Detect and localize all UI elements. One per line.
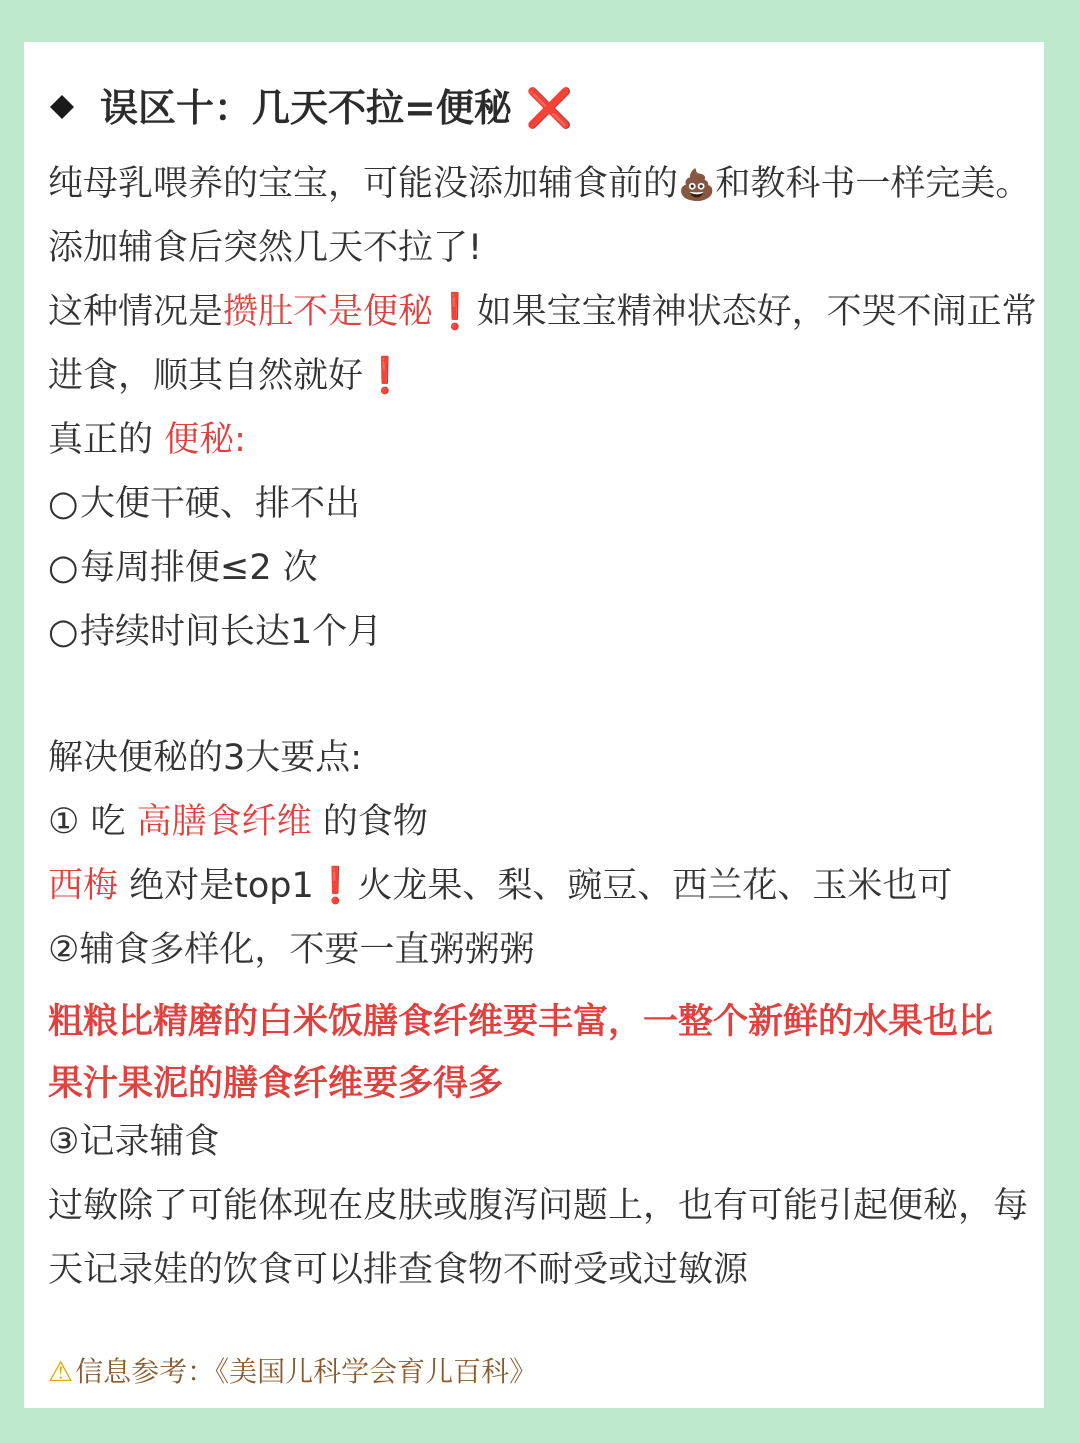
symptom-item: ○持续时间长达1个月 — [48, 612, 383, 652]
solution-point-1: ① 吃 高膳食纤维 的食物 — [48, 802, 428, 842]
exclamation-icon: ❗ — [433, 292, 477, 332]
intro-line-5: 真正的 便秘: — [48, 420, 246, 460]
solution-point-2: ②辅食多样化，不要一直粥粥粥 — [48, 930, 535, 970]
solution-point-2-note-1: 粗粮比精磨的白米饭膳食纤维要丰富，一整个新鲜的水果也比 — [48, 1002, 994, 1042]
diamond-icon — [48, 84, 78, 132]
source-text: 信息参考：《美国儿科学会育儿百科》 — [75, 1355, 538, 1388]
highlight-constipation: 便秘 — [164, 420, 235, 460]
title-text: 误区十：几天不拉=便秘 — [100, 86, 512, 130]
intro-line-4: 进食，顺其自然就好❗ — [48, 356, 407, 396]
exclamation-icon: ❗ — [363, 356, 407, 396]
solution-point-3: ③记录辅食 — [48, 1122, 220, 1162]
circle-bullet-icon: ○ — [48, 548, 79, 588]
symptom-item: ○每周排便≤2 次 — [48, 548, 318, 588]
section-title — [48, 84, 573, 132]
highlight-prune: 西梅 — [48, 866, 119, 906]
solutions-heading: 解决便秘的3大要点: — [48, 738, 363, 778]
exclamation-icon: ❗ — [313, 866, 358, 906]
warning-icon: ⚠ — [48, 1355, 74, 1388]
highlight-not-constipation: 攒肚不是便秘 — [223, 292, 434, 332]
source-reference — [48, 1354, 537, 1390]
intro-line-3: 这种情况是攒肚不是便秘❗如果宝宝精神状态好，不哭不闹正常 — [48, 292, 1037, 332]
highlight-high-fiber: 高膳食纤维 — [136, 802, 312, 842]
circle-bullet-icon: ○ — [48, 612, 79, 652]
symptom-item: ○大便干硬、排不出 — [48, 484, 361, 524]
solution-point-3-detail-2: 天记录娃的饮食可以排查食物不耐受或过敏源 — [48, 1250, 749, 1290]
solution-point-2-note-2: 果汁果泥的膳食纤维要多得多 — [48, 1064, 504, 1104]
intro-line-2: 添加辅食后突然几天不拉了! — [48, 228, 483, 268]
circle-bullet-icon: ○ — [48, 484, 79, 524]
solution-point-1-detail: 西梅 绝对是top1❗火龙果、梨、豌豆、西兰花、玉米也可 — [48, 866, 953, 906]
solution-point-3-detail-1: 过敏除了可能体现在皮肤或腹泻问题上，也有可能引起便秘，每 — [48, 1186, 1029, 1226]
intro-line-1: 纯母乳喂养的宝宝，可能没添加辅食前的💩和教科书一样完美。 — [48, 164, 1031, 204]
poop-icon: 💩 — [678, 168, 716, 203]
cross-mark-icon: ❌ — [525, 86, 574, 130]
